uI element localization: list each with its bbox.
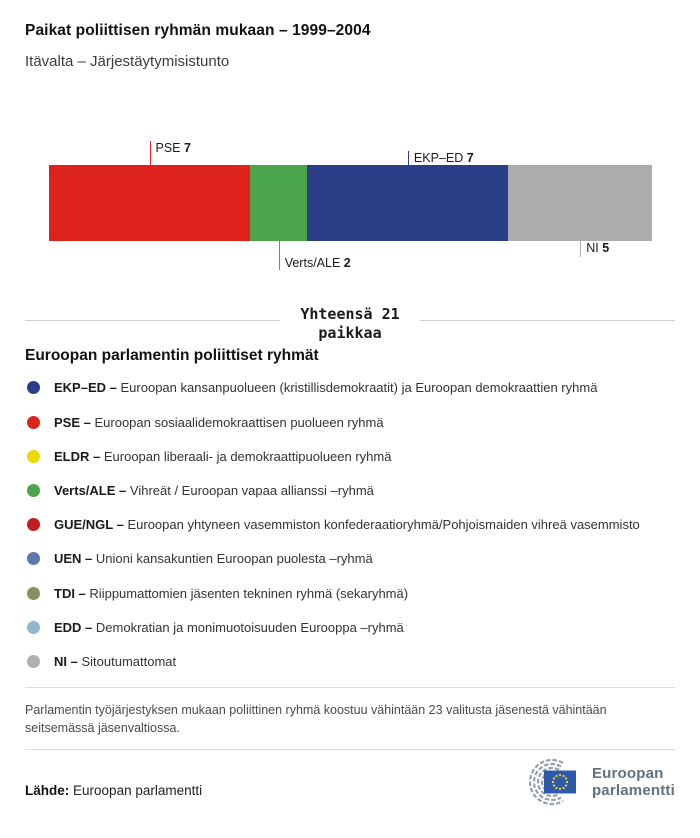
legend-entry-text [54,619,404,637]
total-seats-row [25,305,675,343]
legend-item-1 [25,414,675,432]
ep-hemicycle-icon [508,758,584,806]
legend-entry-text [54,585,408,603]
page-subtitle: Itävalta – Järjestäytymisistunto [25,53,230,70]
legend-item-2 [25,448,675,466]
legend-color-dot [27,484,40,497]
legend-item-8 [25,653,675,671]
legend-item-0 [25,379,675,397]
source-line [25,783,202,798]
legend-desc: Euroopan kansanpuolueen (kristillisdemokraatit) ja Euroopan demokraattien ryhmä [120,380,598,396]
legend-label: EDD – [54,619,93,635]
source-value: Euroopan parlamentti [73,783,203,799]
legend-heading: Euroopan parlamentin poliittiset ryhmät [25,347,319,365]
legend-label: NI – [54,653,78,669]
legend-color-dot [27,552,40,565]
legend-entry-text [54,550,373,568]
legend-color-dot [27,381,40,394]
legend-label: ELDR – [54,448,101,464]
bar-callout-pse [150,141,191,165]
bar-label: PSE 7 [155,141,191,155]
bar-segment-Verts/ALE [250,165,307,241]
footnote: Parlamentin työjärjestyksen mukaan poliittinen ryhmä koostuu vähintään 23 valitusta jäsenestä vähintään seitsemässä jäsenvaltiossa. [25,703,607,736]
legend-entry-text [54,653,176,671]
source-label: Lähde: [25,783,70,799]
legend-label: EKP–ED – [54,380,117,396]
legend-desc: Euroopan yhtyneen vasemmiston konfederaatioryhmä/Pohjoismaiden vihreä vasemmisto [127,517,640,533]
bar-label: NI 5 [586,241,610,255]
bar-callout-verts-ale [279,241,351,270]
legend-item-3 [25,482,675,500]
page-title: Paikat poliittisen ryhmän mukaan – 1999–2004 [25,22,371,39]
legend-entry-text [54,414,384,432]
legend-label: UEN – [54,551,93,567]
legend-color-dot [27,416,40,429]
seats-chart [0,132,700,282]
legend-item-4 [25,516,675,534]
ep-logo-text: Euroopan parlamentti [591,765,675,800]
legend-desc: Euroopan liberaali- ja demokraattipuolueen ryhmä [103,448,392,464]
legend-color-dot [27,450,40,463]
legend-desc: Euroopan sosiaalidemokraattisen puolueen ryhmä [94,414,384,430]
legend-desc: Vihreät / Euroopan vapaa allianssi –ryhmä [129,482,374,498]
legend-color-dot [27,621,40,634]
legend-desc: Riippumattomien jäsenten tekninen ryhmä (sekaryhmä) [89,585,409,601]
legend-label: PSE – [54,414,91,430]
ep-logo[interactable] [508,758,675,806]
footer [25,750,675,820]
legend-label: GUE/NGL – [54,517,124,533]
legend-item-6 [25,585,675,603]
rule-right [420,320,675,321]
legend-desc: Demokratian ja monimuotoisuuden Eurooppa –ryhmä [95,619,404,635]
bar-label: Verts/ALE 2 [284,255,351,270]
legend-color-dot [27,655,40,668]
legend-label: TDI – [54,585,86,601]
bar-segment-PSE [49,165,250,241]
legend-color-dot [27,587,40,600]
legend-list [25,379,675,671]
bar-label: EKP–ED 7 [413,151,474,165]
bar-callout-ekp-ed [408,151,474,165]
legend-entry-text [54,516,640,534]
legend-desc: Sitoutumattomat [81,653,177,669]
stacked-bar [49,165,652,241]
legend-color-dot [27,518,40,531]
bar-segment-EKP–ED [307,165,508,241]
legend-item-7 [25,619,675,637]
eu-flag-icon [544,771,576,794]
legend-item-5 [25,550,675,568]
legend-label: Verts/ALE – [54,482,127,498]
bar-segment-NI [508,165,652,241]
bar-callout-ni [580,241,609,257]
legend-entry-text [54,448,391,466]
legend-desc: Unioni kansakuntien Euroopan puolesta –ryhmä [95,551,373,567]
legend-entry-text [54,482,374,500]
total-seats-label: Yhteensä 21 paikkaa [300,305,400,343]
legend-entry-text [54,379,597,397]
rule-left [25,320,280,321]
header [0,0,700,70]
